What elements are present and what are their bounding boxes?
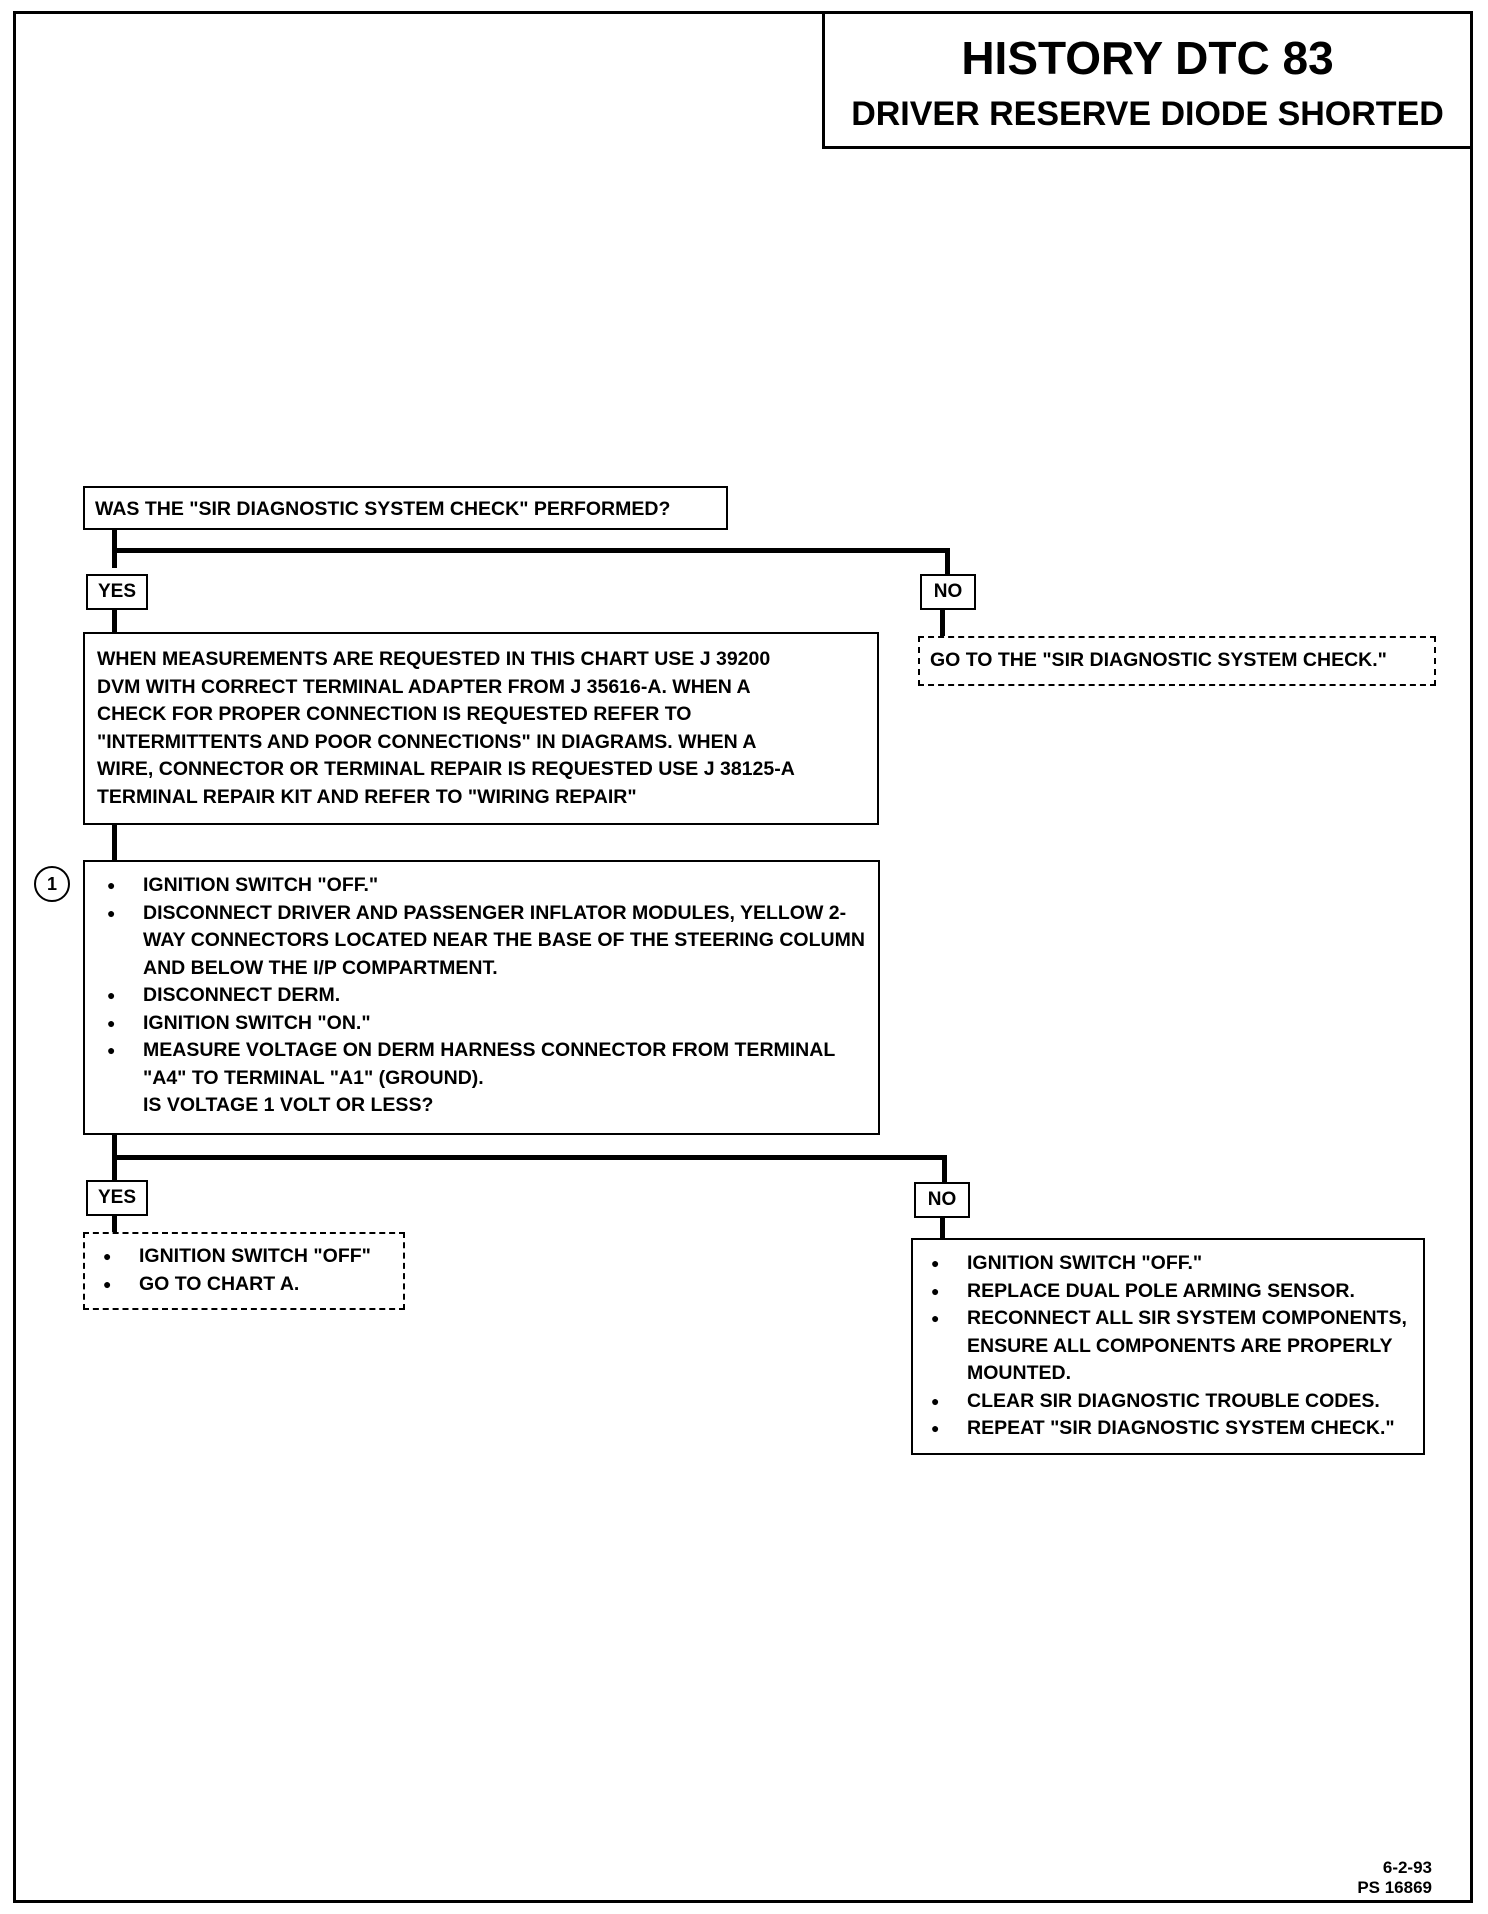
- list-item: ● CLEAR SIR DIAGNOSTIC TROUBLE CODES.: [921, 1388, 1415, 1416]
- no-label: [920, 574, 976, 610]
- list-item: ● IGNITION SWITCH "ON.": [97, 1010, 866, 1038]
- list-item: ● MEASURE VOLTAGE ON DERM HARNESS CONNECTOR FROM TERMINAL "A4" TO TERMINAL "A1" (GROUND).: [97, 1037, 866, 1092]
- list-item: ● IGNITION SWITCH "OFF": [93, 1243, 395, 1271]
- yes-result-list: [93, 1243, 395, 1298]
- yes-label: [86, 1180, 148, 1216]
- list-item: ● DISCONNECT DRIVER AND PASSENGER INFLATOR MODULES, YELLOW 2-WAY CONNECTORS LOCATED NEAR THE BASE OF THE STEERING COLUMN AND BELOW THE I/P COMPARTMENT.: [97, 900, 866, 983]
- instruction-line: WIRE, CONNECTOR OR TERMINAL REPAIR IS REQUESTED USE J 38125-A: [97, 758, 795, 780]
- title-box: [822, 11, 1473, 149]
- connector-line: [945, 548, 950, 575]
- step-number-badge: [34, 866, 70, 902]
- instructions-box: [83, 632, 879, 825]
- instruction-line: "INTERMITTENTS AND POOR CONNECTIONS" IN DIAGRAMS. WHEN A: [97, 730, 757, 753]
- list-item: ● DISCONNECT DERM.: [97, 982, 866, 1010]
- no-result-box: [911, 1238, 1425, 1455]
- instruction-line: TERMINAL REPAIR KIT AND REFER TO "WIRING REPAIR": [97, 785, 637, 808]
- step1-box: [83, 860, 880, 1135]
- instruction-line: DVM WITH CORRECT TERMINAL ADAPTER FROM J 35616-A. WHEN A: [97, 675, 751, 698]
- no-text: NO: [927, 1189, 957, 1210]
- instruction-line: CHECK FOR PROPER CONNECTION IS REQUESTED REFER TO: [97, 703, 692, 725]
- connector-line: [940, 1216, 945, 1240]
- list-item: ● REPEAT "SIR DIAGNOSTIC SYSTEM CHECK.": [921, 1415, 1415, 1443]
- list-item: ● REPLACE DUAL POLE ARMING SENSOR.: [921, 1278, 1415, 1306]
- footer-date: 6-2-93: [1382, 1858, 1432, 1877]
- instruction-line: WHEN MEASUREMENTS ARE REQUESTED IN THIS CHART USE J 39200: [97, 648, 771, 670]
- go-to-sir-check-text: GO TO THE "SIR DIAGNOSTIC SYSTEM CHECK.": [930, 649, 1387, 671]
- connector-line: [112, 608, 117, 634]
- list-item: ● IGNITION SWITCH "OFF.": [97, 872, 866, 900]
- connector-line: [942, 1155, 947, 1182]
- list-item: ● RECONNECT ALL SIR SYSTEM COMPONENTS, ENSURE ALL COMPONENTS ARE PROPERLY MOUNTED.: [921, 1305, 1415, 1388]
- yes-text: YES: [97, 1187, 137, 1208]
- page-title: HISTORY DTC 83: [961, 32, 1334, 84]
- yes-label: [86, 574, 148, 610]
- yes-text: YES: [97, 581, 137, 602]
- go-to-sir-check-box: [918, 636, 1436, 686]
- no-label: [914, 1182, 970, 1218]
- footer-codes: [1357, 1858, 1432, 1898]
- step1-question: IS VOLTAGE 1 VOLT OR LESS?: [143, 1094, 434, 1116]
- footer-code: PS 16869: [1357, 1878, 1432, 1897]
- yes-result-box: [83, 1232, 405, 1310]
- connector-line: [940, 608, 945, 638]
- no-result-list: [921, 1250, 1415, 1443]
- page-subtitle: DRIVER RESERVE DIODE SHORTED: [851, 95, 1444, 133]
- connector-line: [112, 1155, 947, 1160]
- connector-line: [112, 1214, 117, 1232]
- question-sir-check: [83, 486, 728, 530]
- list-item: ● IGNITION SWITCH "OFF.": [921, 1250, 1415, 1278]
- question-text: WAS THE "SIR DIAGNOSTIC SYSTEM CHECK" PERFORMED?: [95, 498, 671, 520]
- connector-line: [112, 824, 117, 860]
- no-text: NO: [933, 581, 963, 602]
- step1-list: [97, 872, 866, 1092]
- step-number: 1: [46, 874, 57, 894]
- connector-line: [112, 548, 950, 553]
- list-item: ● GO TO CHART A.: [93, 1271, 395, 1299]
